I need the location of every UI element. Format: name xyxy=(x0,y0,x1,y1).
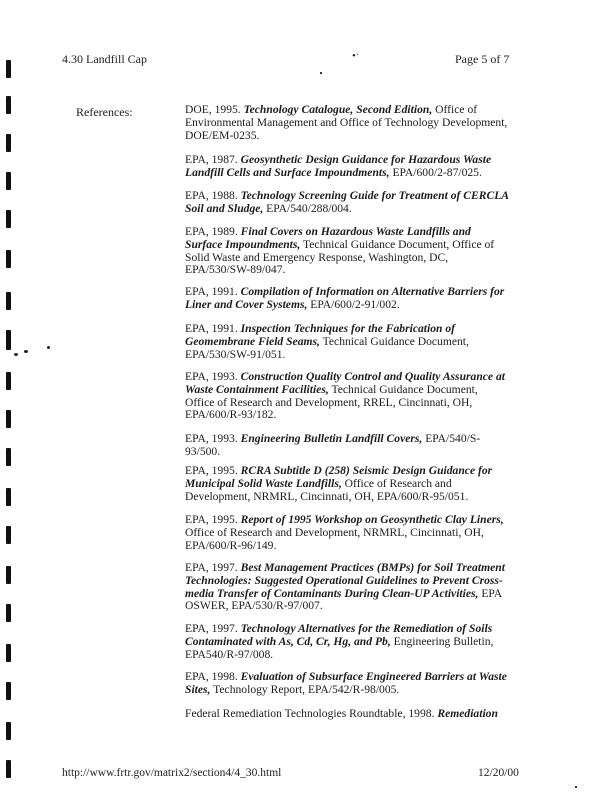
ref-author: EPA, 1997. xyxy=(185,561,241,574)
reference-item xyxy=(185,286,510,312)
ref-title: Construction Quality Control and Quality Assurance at Waste Containment Facilities, xyxy=(185,370,505,396)
ref-author: EPA, 1988. xyxy=(185,189,241,202)
binder-mark xyxy=(6,644,11,662)
ref-source: Office of Research and Development, NRMRL, Cincinnati, OH, EPA/600/R-95/051. xyxy=(185,476,469,503)
ref-author: DOE, 1995. xyxy=(185,103,244,116)
binder-mark xyxy=(6,760,11,778)
binder-mark xyxy=(6,526,11,544)
ref-title: Technology Catalogue, Second Edition, xyxy=(243,103,433,116)
binder-mark xyxy=(6,566,11,584)
ref-title: Evaluation of Subsurface Engineered Barriers at Waste Sites, xyxy=(185,670,507,696)
binder-mark xyxy=(6,292,11,310)
ref-author: EPA, 1989. xyxy=(185,225,241,238)
reference-item xyxy=(185,154,510,180)
scan-speck xyxy=(575,786,577,788)
reference-item xyxy=(185,433,510,459)
ref-source: Office of Environmental Management and Office of Technology Development, DOE/EM-0235. xyxy=(185,103,508,142)
ref-source: Technical Guidance Document, EPA/530/SW-91/051. xyxy=(185,334,469,361)
binder-mark xyxy=(6,722,11,740)
ref-source: EPA/600/2-87/025. xyxy=(389,165,482,179)
reference-item xyxy=(185,671,510,697)
ref-title: Best Management Practices (BMPs) for Soil Treatment Technologies: Suggested Operational Guidelines to Prevent Cross-media Transfer of Contaminants During Clean-UP Activities, xyxy=(185,561,505,600)
binder-mark xyxy=(6,96,11,114)
reference-item xyxy=(185,514,510,552)
ref-title: Geosynthetic Design Guidance for Hazardous Waste Landfill Cells and Surface Impoundments, xyxy=(185,153,492,179)
ref-source: EPA/540/S-93/500. xyxy=(185,432,481,458)
ref-author: EPA, 1993. xyxy=(185,432,241,445)
ref-source: EPA/540/288/004. xyxy=(263,201,352,215)
ref-author: EPA, 1995. xyxy=(185,464,241,477)
reference-item xyxy=(185,226,510,277)
page-header-title: 4.30 Landfill Cap xyxy=(62,52,147,66)
ref-author: EPA, 1987. xyxy=(185,153,241,166)
scan-mark: •ˑ xyxy=(352,50,359,62)
ref-author: Federal Remediation Technologies Roundtable, 1998. xyxy=(185,707,438,720)
ref-author: EPA, 1991. xyxy=(185,285,241,298)
ref-author: EPA, 1993. xyxy=(185,370,241,383)
binder-mark xyxy=(6,372,11,390)
reference-item xyxy=(185,708,510,721)
reference-item xyxy=(185,104,510,142)
ref-title: Technology Screening Guide for Treatment of CERCLA Soil and Sludge, xyxy=(185,189,509,215)
ref-title: RCRA Subtitle D (258) Seismic Design Guidance for Municipal Solid Waste Landfills, xyxy=(185,464,493,490)
scan-speck xyxy=(14,353,18,356)
ref-source: EPA OSWER, EPA/530/R-97/007. xyxy=(185,586,502,613)
binder-mark xyxy=(6,60,11,78)
binder-mark xyxy=(6,330,11,350)
ref-title: Engineering Bulletin Landfill Covers, xyxy=(240,432,423,445)
ref-title: Remediation xyxy=(437,707,498,720)
reference-item xyxy=(185,465,510,503)
reference-item xyxy=(185,371,510,422)
page-number: Page 5 of 7 xyxy=(455,52,510,66)
reference-item xyxy=(185,190,510,216)
ref-author: EPA, 1998. xyxy=(185,670,241,683)
binder-mark xyxy=(6,448,11,466)
ref-source: Technology Report, EPA/542/R-98/005. xyxy=(210,682,400,696)
references-label: References: xyxy=(76,105,133,119)
binder-mark xyxy=(6,410,11,428)
ref-title: Technology Alternatives for the Remediation of Soils Contaminated with As, Cd, Cr, Hg, and Pb, xyxy=(185,622,493,648)
binder-mark xyxy=(6,604,11,622)
binder-mark xyxy=(6,682,11,700)
ref-title: Inspection Techniques for the Fabrication of Geomembrane Field Seams, xyxy=(185,322,456,348)
scan-speck xyxy=(47,346,50,349)
binder-mark xyxy=(6,210,11,228)
ref-source: EPA/600/2-91/002. xyxy=(307,297,400,311)
reference-item xyxy=(185,323,510,361)
binder-mark xyxy=(6,488,11,506)
scan-speck xyxy=(24,350,28,353)
ref-source: Office of Research and Development, NRMRL, Cincinnati, OH, EPA/600/R-96/149. xyxy=(185,525,484,552)
ref-title: Report of 1995 Workshop on Geosynthetic Clay Liners, xyxy=(240,513,504,526)
page-url: http://www.frtr.gov/matrix2/section4/4_30.html xyxy=(62,767,282,779)
ref-author: EPA, 1995. xyxy=(185,513,241,526)
binder-mark xyxy=(6,172,11,190)
print-date: 12/20/00 xyxy=(478,767,519,779)
scan-speck xyxy=(320,72,322,74)
reference-item xyxy=(185,623,510,661)
binder-mark xyxy=(6,134,11,152)
ref-author: EPA, 1991. xyxy=(185,322,241,335)
ref-author: EPA, 1997. xyxy=(185,622,241,635)
ref-title: Compilation of Information on Alternative Barriers for Liner and Cover Systems, xyxy=(185,285,505,311)
ref-title: Final Covers on Hazardous Waste Landfills and Surface Impoundments, xyxy=(185,225,471,251)
reference-item xyxy=(185,562,510,613)
ref-source: Technical Guidance Document, Office of Solid Waste and Emergency Response, Washington, DC, EPA/530/SW-89/047. xyxy=(185,237,495,277)
ref-source: Engineering Bulletin, EPA540/R-97/008. xyxy=(185,634,494,661)
binder-mark xyxy=(6,250,11,268)
ref-source: Technical Guidance Document, Office of Research and Development, RREL, Cincinnati, OH, EPA/600/R-93/182. xyxy=(185,382,478,422)
